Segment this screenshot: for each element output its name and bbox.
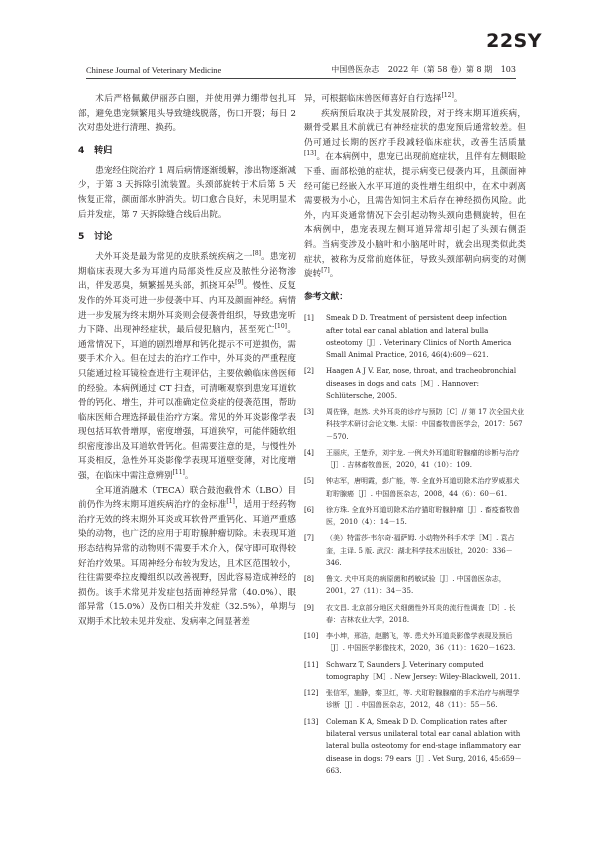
journal-chinese-title: 中国兽医杂志 [331, 65, 380, 74]
reference-item: [8] 鲁文. 犬中耳炎的病原菌和药敏试验［J］. 中国兽医杂志，2001，27（11）：34－35. [304, 575, 506, 596]
reference-item: [9] 衣文昌. 北京部分地区犬细菌性外耳炎的流行性调查［D］. 长春：吉林农业大学，2018. [304, 603, 516, 624]
reference-item: [1] Smeak D D. Treatment of persistent deep infection after total ear canal ablation and lateral bulla osteotomy［J］. Veterinary Clinics of North America Small Animal Practice, 2016, 46(4):609－621. [304, 314, 512, 360]
page-number: 103 [500, 65, 516, 74]
page-code: 22SY [486, 30, 542, 52]
reference-item: [4] 王丽庆，王楚乔，刘宇龙. 一例犬外耳道耵聍腺瘤的诊断与治疗［J］. 吉林畜牧兽医，2020，41（10）：109. [304, 448, 520, 470]
section-heading-discussion: 5 讨论 [78, 231, 113, 243]
paragraph: 疾病预后取决于其发展阶段，对于终末期耳道疾病，颞骨受累且术前就已有神经症状的患宠预后通常较差。但仍可通过长期的医疗手段减轻临床症状，改善生活质量[13]。在本病例中，患宠已出现前庭症状，且伴有左侧眼睑下垂、面部松弛的症状，提示病变已侵袭内耳，且颜面神经可能已经嵌入水平耳道的炎性增生组织中，在术中剥离需要极为小心，且需告知饲主术后存在神经损伤风险。此外，内耳炎通常情况下会引起动物头颈向患侧旋转，但在本病例中，患宠表现左侧耳道异常却引起了头颈右侧歪斜。当病变涉及小脑叶和小脑尾叶时，就会出现类似此类症状，被称为反常前庭体征，导致头颈部朝向病变的对侧旋转[7]。 [304, 108, 526, 280]
journal-english-title: Chinese Journal of Veterinary Medicine [86, 65, 222, 75]
reference-item: [13] Coleman K A, Smeak D D. Complication rates after bilateral versus unilateral total ear canal ablation with lateral bulla osteotomy for end-stage inflammatory ear disease in dogs: 79 ears［J］. Vet Surg, 2016, 45:659－663. [304, 717, 522, 775]
left-column [78, 92, 296, 630]
citation: [9] [235, 279, 244, 287]
reference-item: [10] 李小坤，邢浩，赵鹏飞，等. 患犬外耳道炎影像学表现及预后［J］. 中国医学影像技术，2020，36（11）：1620－1623. [304, 632, 516, 653]
reference-item: [12] 张信军，施静，秦卫红，等. 犬耵聍腺腺瘤的手术治疗与病理学诊断［J］. 中国兽医杂志，2012，48（11）：55－56. [304, 689, 520, 710]
running-header [86, 64, 516, 79]
citation: [12] [441, 92, 454, 100]
reference-item: [6] 徐方珠. 全直外耳道切除术治疗猫耵聍腺肿瘤［J］. 畜疫畜牧兽医，2010（4）：14－15. [304, 505, 520, 527]
citation: [1] [226, 498, 235, 506]
issue-info [325, 64, 516, 76]
issue-number: 2022 年（第 58 卷）第 8 期 [387, 65, 493, 74]
references-heading: 参考文献： [304, 291, 348, 302]
right-column [304, 92, 526, 781]
reference-item: [5] 钟志军，唐明霞，彭广能，等. 全直外耳道切除术治疗罗威那犬耵聍腺癌［J］. 中国兽医杂志，2008，44（6）：60－61. [304, 477, 520, 498]
citation: [13] [304, 150, 317, 158]
citation: [10] [274, 323, 288, 331]
citation: [8] [252, 250, 262, 258]
reference-item: [2] Haagen A J V. Ear, nose, throat, and tracheobronchial diseases in dogs and cats［M］. Hannover: Schlütersche, 2005. [304, 367, 517, 400]
reference-item: [11] Schwarz T, Saunders J. Veterinary computed tomography［M］. New Jersey: Wiley-Blackwell, 2011. [304, 660, 521, 681]
section-heading-outcome: 4 转归 [78, 144, 113, 156]
paragraph: 术后严格佩戴伊丽莎白圈，并使用弹力绷带包扎耳部，避免患宠频繁甩头导致缝线脱落，伤口开裂；每日 2 次对患处进行清理、换药。 [78, 94, 296, 134]
reference-item: [7] （美）特雷莎·韦尔奇·福萨姆. 小动物外科手术学［M］. 袁占奎，主译. 5 版. 武汉：湖北科学技术出版社，2020：336－346. [304, 534, 515, 567]
paragraph: 异，可根据临床兽医师喜好自行选择[12]。 [304, 92, 463, 104]
citation: [11] [172, 469, 185, 477]
reference-list [304, 312, 526, 777]
reference-item: [3] 周佐锋，赵然. 犬外耳炎的诊疗与预防［C］// 第 17 次全国犬业科技学术研讨会论文集. 太原：中国畜牧兽医学会，2017：567－570. [304, 408, 525, 441]
citation: [7] [321, 267, 330, 275]
paragraph: 犬外耳炎是最为常见的皮肤系统疾病之一[8]。患宠初期临床表现大多为耳道内局部炎性反应及脓性分泌物渗出，伴发恶臭，频繁摇晃头部，抓挠耳朵[9]。慢性、反复发作的外耳炎可进一步侵袭中耳、内耳及颜面神经。病情进一步发展为终末期外耳炎则会侵袭骨组织，导致患宠听力下降、出现神经症状，最后侵犯脑内，甚至死亡[10]。通常情况下，耳道的剧烈增厚和钙化提示不可逆损伤，需要手术介入。但在过去的治疗工作中，外耳炎的严重程度只能通过检耳镜检查进行主观评估，主要依赖临床兽医师的经验。本病例通过 CT 扫查，可清晰观察到患宠耳道软骨的钙化、增生，并可以准确定位炎症的侵袭范围，帮助临床医师合理选择最佳治疗方案。常见的外耳炎影像学表现包括耳软骨增厚，密度增强，耳道狭窄，可能伴随软组织密度渗出及耳道软骨钙化。但需要注意的是，与慢性外耳炎相反，急性外耳炎影像学表现耳道壁变薄，对比度增强，在临床中需注意辨别[11]。 [78, 250, 296, 482]
paragraph: 患宠经住院治疗 1 周后病情逐渐缓解，渗出物逐渐减少，于第 3 天拆除引流装置。头颈部旋转于术后第 5 天恢复正常，颜面部水肿消失。切口愈合良好，未见明显术后并发症，第 7 天拆除缝合线后出院。 [78, 165, 296, 220]
paragraph: 全耳道消融术（TECA）联合鼓泡截骨术（LBO）目前仍作为终末期耳道疾病治疗的金标准[1]，适用于经药物治疗无效的终末期外耳炎或耳软骨严重钙化、耳道严重感染的动物，也广泛的应用于耵聍腺肿瘤切除。未表现耳道形态结构异常的动物则不需要手术介入，保守即可取得较好治疗效果。耳周神经分布较为发达，且术区范围较小，往往需要牵拉皮瓣组织以改善视野，因此容易造成神经的损伤。该手术常见并发症包括面神经异常（40.0%）、眼部异常（15.0%）及伤口相关并发症（32.5%），单期与双期手术比较未见并发症、发病率之间显著差 [78, 485, 296, 627]
